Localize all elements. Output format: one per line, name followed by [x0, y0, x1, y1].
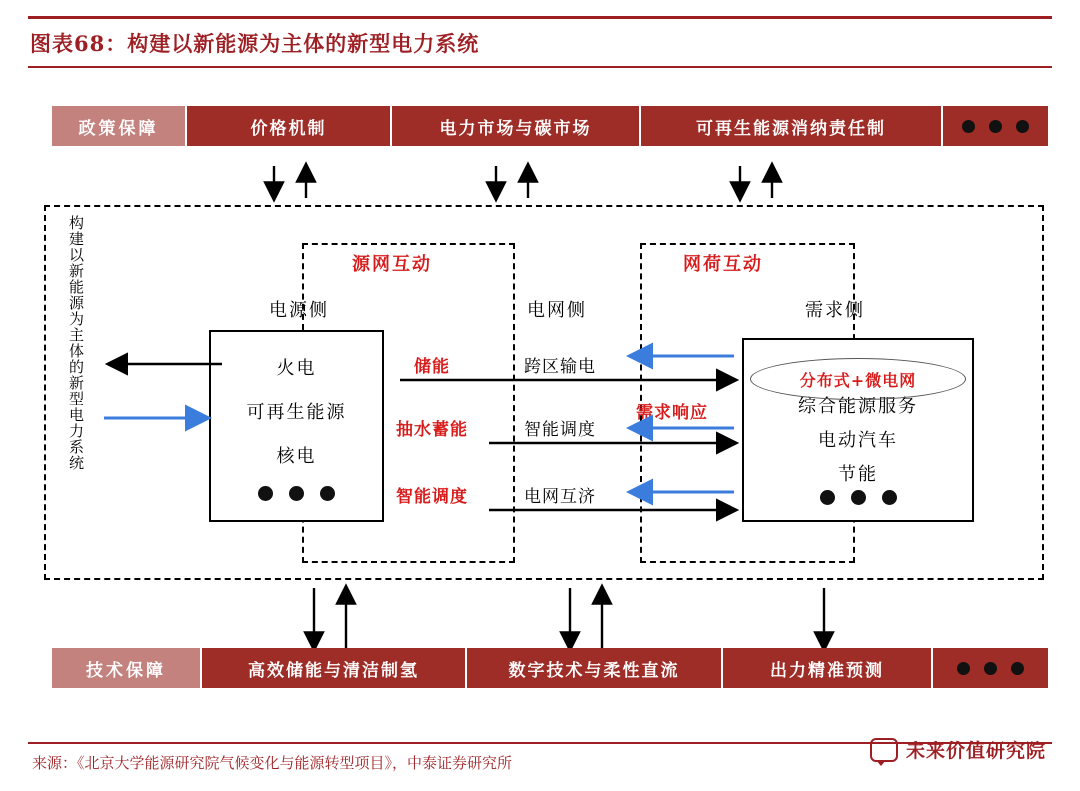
region-label-source-grid: 源网互动 — [352, 254, 432, 275]
tech-more[interactable] — [933, 648, 1048, 688]
source-note: 来源：《北京大学能源研究院气候变化与能源转型项目》，中泰证券研究所 — [32, 754, 513, 772]
column-title-supply: 电源侧 — [269, 300, 329, 321]
supply-box[interactable] — [209, 330, 384, 522]
top-divider — [28, 16, 1052, 19]
region-label-grid-load: 网荷互动 — [683, 254, 763, 275]
demand-item-2: 节能 — [838, 464, 878, 485]
grid-item-0: 跨区输电 — [524, 357, 596, 377]
demand-item-0: 综合能源服务 — [798, 396, 918, 417]
tech-item-1[interactable]: 数字技术与柔性直流 — [467, 648, 723, 688]
supply-more-dots-icon — [211, 486, 382, 501]
link-label-right-0: 需求响应 — [636, 403, 708, 423]
demand-item-1: 电动汽车 — [818, 430, 898, 451]
link-label-left-2: 智能调度 — [396, 487, 468, 507]
tech-more-dots-icon — [957, 662, 1024, 675]
policy-item-0[interactable]: 价格机制 — [187, 106, 392, 146]
tech-row-label: 技术保障 — [52, 648, 202, 688]
demand-highlight-ellipse: 分布式+微电网 — [750, 358, 966, 400]
demand-more-dots-icon — [744, 490, 972, 505]
grid-item-1: 智能调度 — [524, 420, 596, 440]
tech-item-0[interactable]: 高效储能与清洁制氢 — [202, 648, 467, 688]
page-title: 图表68：构建以新能源为主体的新型电力系统 — [30, 31, 480, 56]
supply-item-0: 火电 — [276, 358, 317, 379]
supply-item-2: 核电 — [276, 446, 317, 467]
title-divider — [28, 66, 1052, 68]
link-label-left-1: 抽水蓄能 — [396, 420, 468, 440]
link-label-left-0: 储能 — [414, 357, 450, 377]
policy-row-label: 政策保障 — [52, 106, 187, 146]
watermark — [870, 736, 1046, 763]
grid-item-2: 电网互济 — [524, 487, 596, 507]
policy-item-1[interactable]: 电力市场与碳市场 — [392, 106, 641, 146]
policy-more-dots-icon — [962, 120, 1029, 133]
speech-bubble-icon — [870, 738, 898, 762]
policy-item-2[interactable]: 可再生能源消纳责任制 — [641, 106, 943, 146]
tech-item-2[interactable]: 出力精准预测 — [723, 648, 933, 688]
column-title-grid: 电网侧 — [527, 300, 587, 321]
column-title-demand: 需求侧 — [805, 300, 865, 321]
watermark-text: 未来价值研究院 — [905, 740, 1046, 762]
core-system-vertical-label: 构建以新能源为主体的新型电力系统 — [67, 215, 85, 471]
policy-more[interactable] — [943, 106, 1048, 146]
supply-item-1: 可再生能源 — [246, 402, 347, 423]
